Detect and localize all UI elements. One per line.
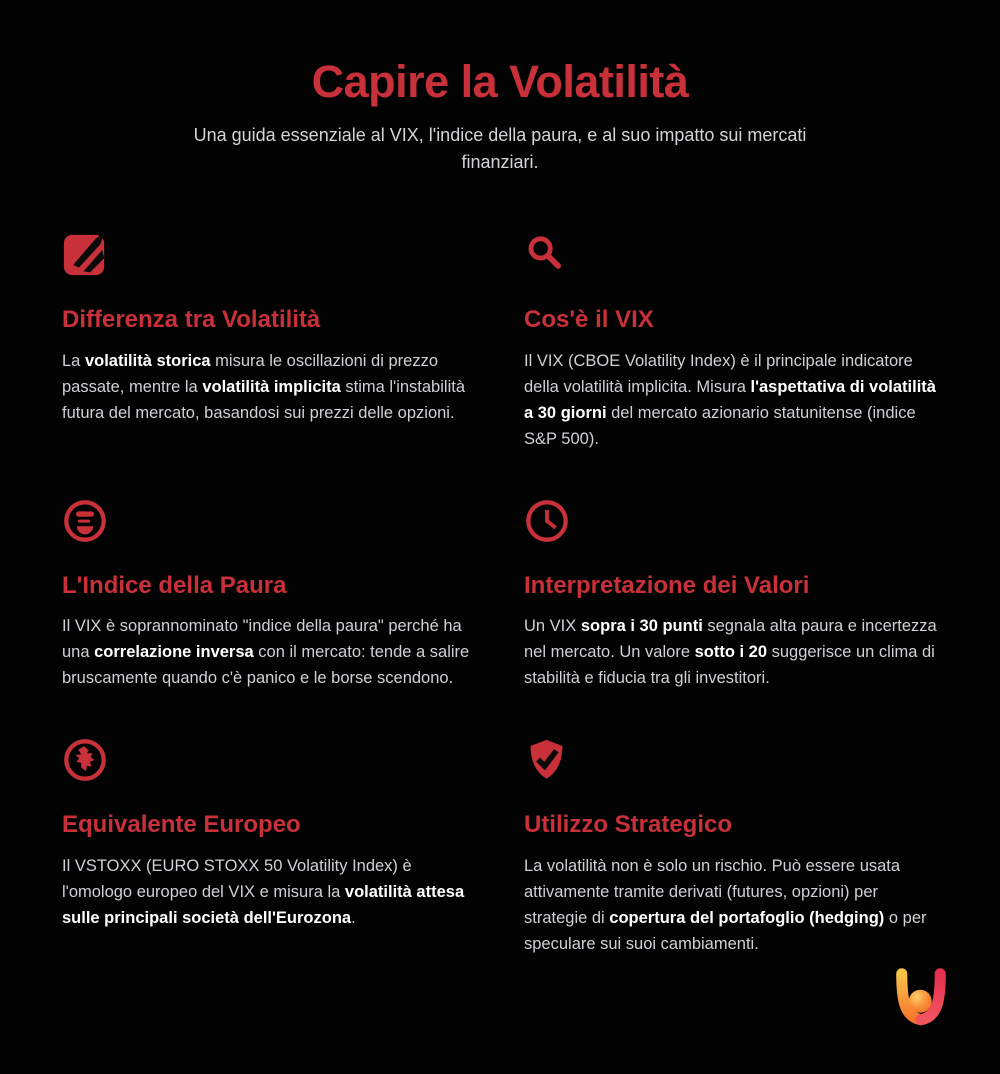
card-indice-della-paura (62, 498, 476, 692)
section-title: Equivalente Europeo (62, 811, 301, 839)
card-differenza-volatilita (62, 232, 476, 426)
card-cose-il-vix (524, 232, 938, 452)
search-icon (524, 232, 938, 278)
page-subtitle: Una guida essenziale al VIX, l'indice della paura, e al suo impatto sui mercati finanziari. (193, 124, 807, 172)
shield-check-icon (524, 737, 938, 783)
section-title: L'Indice della Paura (62, 571, 287, 599)
clock-icon (524, 498, 938, 544)
section-body: La volatilità storica misura le oscillazioni di prezzo passate, mentre la volatilità implicita stima l'instabilità futura del mercato, basandosi sui prezzi delle opzioni. (62, 351, 465, 422)
pen-edit-icon (62, 232, 476, 278)
card-equivalente-europeo (62, 737, 476, 931)
section-body: Il VIX (CBOE Volatility Index) è il principale indicatore della volatilità implicita. Misura l'aspettativa di volatilità a 30 giorni del mercato azionario statunitense (indice S&P 500). (524, 351, 936, 448)
page-title: Capire la Volatilità (311, 56, 689, 107)
sections-grid (0, 232, 1000, 957)
section-body: La volatilità non è solo un rischio. Può essere usata attivamente tramite derivati (futures, opzioni) per strategie di copertura del portafoglio (hedging) o per speculare sui suoi cambiamenti. (524, 857, 927, 954)
gauge-icon (62, 498, 476, 544)
section-body: Un VIX sopra i 30 punti segnala alta paura e incertezza nel mercato. Un valore sotto i 20 suggerisce un clima di stabilità e fiducia tra gli investitori. (524, 617, 937, 688)
section-body: Il VIX è soprannominato "indice della paura" perché ha una correlazione inversa con il mercato: tende a salire bruscamente quando c'è panico e le borse scendono. (62, 617, 470, 688)
card-interpretazione-valori (524, 498, 938, 692)
section-title: Utilizzo Strategico (524, 811, 733, 839)
u-logo (884, 960, 958, 1038)
section-title: Interpretazione dei Valori (524, 571, 810, 599)
header (0, 0, 1000, 176)
europe-globe-icon (62, 737, 476, 783)
section-title: Cos'è il VIX (524, 305, 654, 333)
section-title: Differenza tra Volatilità (62, 305, 321, 333)
card-utilizzo-strategico (524, 737, 938, 957)
section-body: Il VSTOXX (EURO STOXX 50 Volatility Index) è l'omologo europeo del VIX e misura la volatilità attesa sulle principali società dell'Eurozona. (62, 857, 465, 928)
